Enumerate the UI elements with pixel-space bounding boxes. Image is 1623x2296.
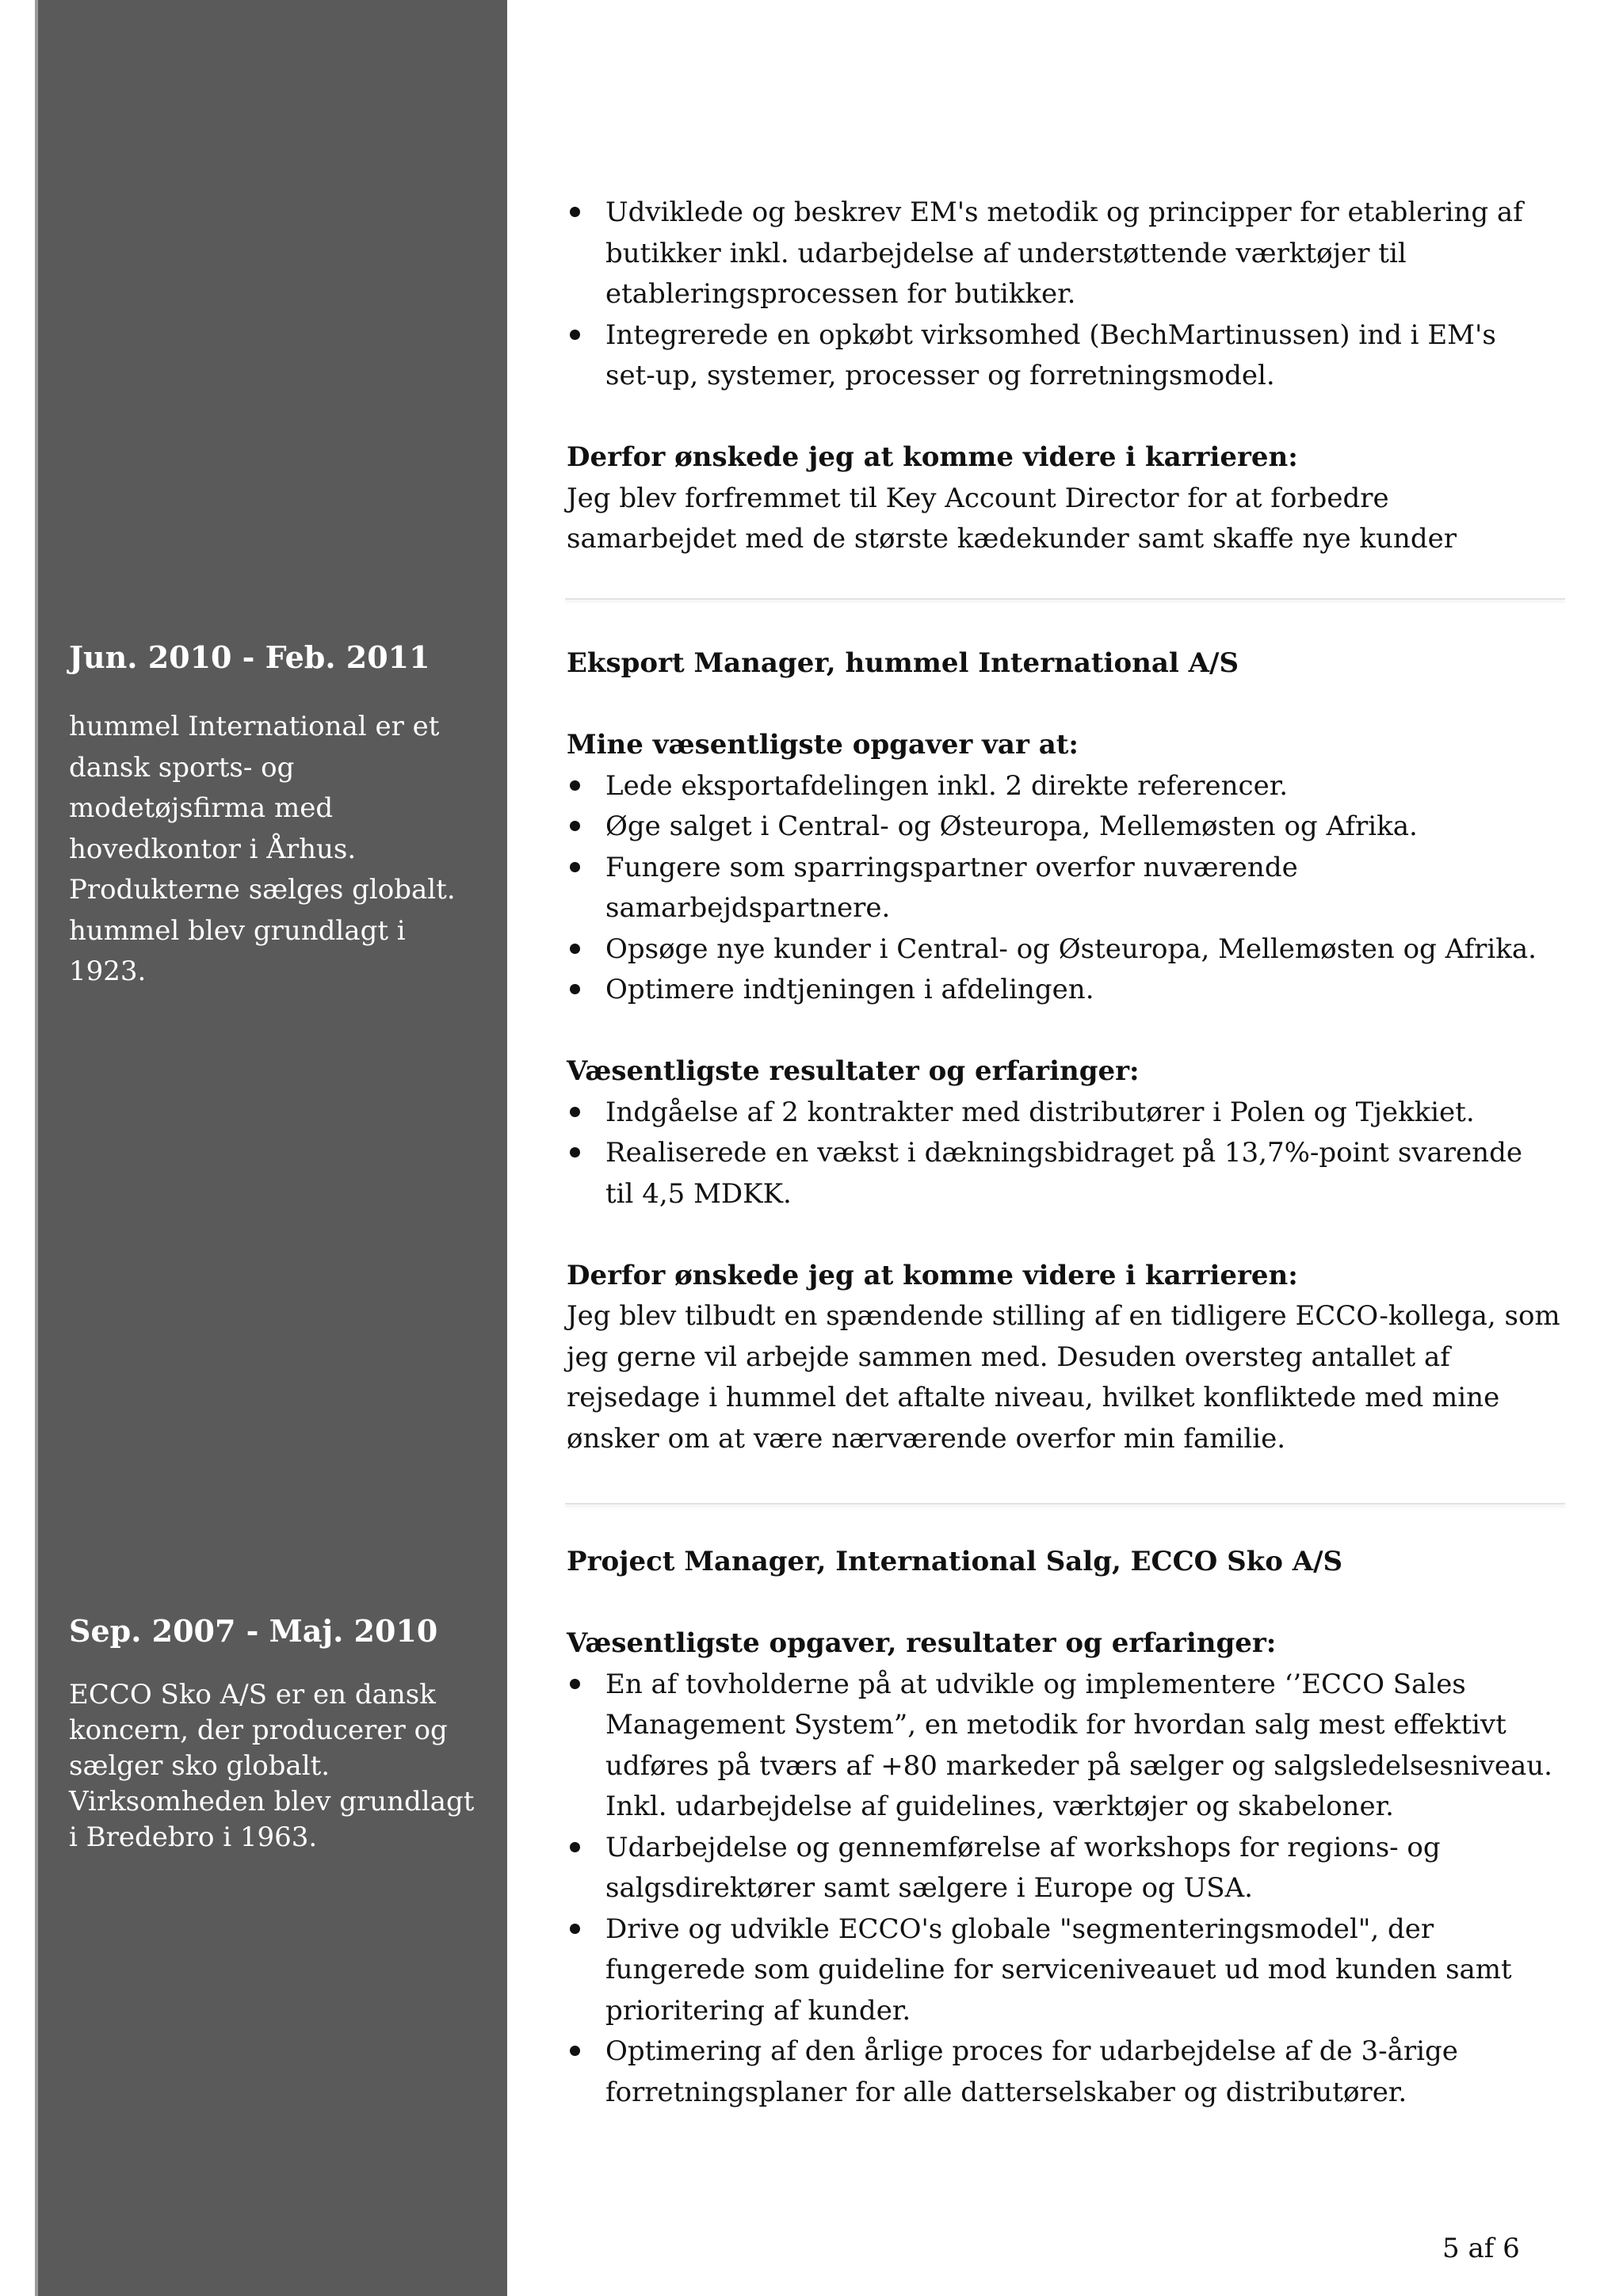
- bullet-line: Drive og udvikle ECCO's globale "segmenteringsmodel", der: [605, 1913, 1434, 1945]
- list-item: [567, 848, 1565, 929]
- bullet-line: Indgåelse af 2 kontrakter med distributører i Polen og Tjekkiet.: [605, 1096, 1475, 1128]
- list-item: [567, 315, 1565, 397]
- bullet-dot: [570, 1679, 580, 1689]
- career-heading: Derfor ønskede jeg at komme videre i karrieren:: [567, 1259, 1298, 1291]
- list-item: [567, 929, 1565, 971]
- bullet-line: etableringsprocessen for butikker.: [605, 278, 1076, 310]
- bullet-line: Inkl. udarbejdelse af guidelines, værktøjer og skabeloner.: [605, 1791, 1394, 1822]
- description-line: 1923.: [69, 955, 147, 987]
- description-line: hummel blev grundlagt i: [69, 914, 406, 947]
- bullet-line: Udviklede og beskrev EM's metodik og principper for etablering af: [605, 196, 1523, 228]
- bullet-dot: [570, 2046, 580, 2056]
- company-description: [69, 1677, 481, 1855]
- list-item: [567, 807, 1565, 848]
- sidebar-block-ecco: [69, 1612, 481, 1855]
- bullet-dot: [570, 944, 580, 954]
- career-text-line: Jeg blev forfremmet til Key Account Director for at forbedre: [567, 482, 1389, 514]
- description-line: modetøjsfirma med: [69, 792, 334, 824]
- bullet-line: butikker inkl. udarbejdelse af understøttende værktøjer til: [605, 237, 1407, 269]
- list-item: [567, 193, 1565, 315]
- bullet-line: prioritering af kunder.: [605, 1994, 911, 2027]
- job-title: Eksport Manager, hummel International A/S: [567, 647, 1239, 679]
- description-line: ECCO Sko A/S er en dansk: [69, 1679, 436, 1711]
- description-line: hummel International er et: [69, 711, 440, 742]
- bullet-dot: [570, 1842, 580, 1852]
- bullet-line: Realiserede en vækst i dækningsbidraget på 13,7%-point svarende: [605, 1137, 1522, 1169]
- career-text-line: ønsker om at være nærværende overfor min familie.: [567, 1422, 1286, 1455]
- description-line: hovedkontor i Århus.: [69, 833, 357, 865]
- period-label: Sep. 2007 - Maj. 2010: [69, 1613, 438, 1649]
- bullet-dot: [570, 984, 580, 994]
- career-text-line: samarbejdet med de største kædekunder samt skaffe nye kunder: [567, 523, 1457, 555]
- job-title: Project Manager, International Salg, ECCO Sko A/S: [567, 1546, 1343, 1577]
- bullet-line: Management System”, en metodik for hvordan salg mest effektivt: [605, 1709, 1507, 1741]
- bullet-dot: [570, 780, 580, 791]
- bullet-line: udføres på tværs af +80 markeder på sælger og salgsledelsesniveau.: [605, 1749, 1552, 1782]
- bullet-line: En af tovholderne på at udvikle og implementere ‘’ECCO Sales: [605, 1668, 1466, 1700]
- description-line: koncern, der producerer og: [69, 1714, 448, 1746]
- bullet-dot: [570, 1924, 580, 1934]
- description-line: dansk sports- og: [69, 751, 295, 784]
- company-description: [69, 707, 481, 993]
- bullet-line: til 4,5 MDKK.: [605, 1177, 792, 1210]
- section-divider: [565, 598, 1565, 600]
- tasks-heading: Mine væsentligste opgaver var at:: [567, 729, 1079, 761]
- career-text-line: Jeg blev tilbudt en spændende stilling af en tidligere ECCO-kollega, som: [567, 1300, 1560, 1332]
- bullet-line: Optimering af den årlige proces for udarbejdelse af de 3-årige: [605, 2035, 1458, 2067]
- sidebar-block-hummel: [69, 639, 481, 993]
- bullet-line: set-up, systemer, processer og forretningsmodel.: [605, 360, 1275, 391]
- bullet-line: Øge salget i Central- og Østeuropa, Mellemøsten og Afrika.: [605, 810, 1418, 842]
- list-item: [567, 766, 1565, 807]
- list-item: [567, 1665, 1565, 1828]
- section-hummel: [567, 643, 1565, 1459]
- page-number: 5 af 6: [1442, 2233, 1520, 2264]
- bullet-line: Opsøge nye kunder i Central- og Østeuropa, Mellemøsten og Afrika.: [605, 933, 1537, 965]
- bullet-dot: [570, 862, 580, 872]
- sidebar-edge-line: [35, 0, 38, 2296]
- bullet-dot: [570, 1107, 580, 1117]
- section-ecco: [567, 1542, 1565, 2113]
- career-text-line: rejsedage i hummel det aftalte niveau, hvilket konfliktede med mine: [567, 1382, 1500, 1413]
- tasks-list: [567, 766, 1565, 1011]
- bullet-dot: [570, 821, 580, 831]
- tasks-list: [567, 1665, 1565, 2114]
- bullet-line: fungerede som guideline for serviceniveauet ud mod kunden samt: [605, 1954, 1512, 1985]
- bullet-line: Fungere som sparringspartner overfor nuværende: [605, 851, 1298, 883]
- description-line: i Bredebro i 1963.: [69, 1821, 318, 1853]
- career-heading: Derfor ønskede jeg at komme videre i karrieren:: [567, 441, 1298, 473]
- section-previous-role: [567, 193, 1565, 560]
- bullet-line: salgsdirektører samt sælgere i Europe og USA.: [605, 1872, 1253, 1904]
- bullet-dot: [570, 1147, 580, 1158]
- bullet-line: samarbejdspartnere.: [605, 892, 891, 924]
- results-list: [567, 1093, 1565, 1215]
- period-label: Jun. 2010 - Feb. 2011: [69, 639, 430, 675]
- description-line: Virksomheden blev grundlagt: [69, 1786, 475, 1817]
- list-item: [567, 1133, 1565, 1215]
- list-item: [567, 970, 1565, 1011]
- bullet-line: Udarbejdelse og gennemførelse af workshops for regions- og: [605, 1831, 1441, 1863]
- career-text-line: jeg gerne vil arbejde sammen med. Desuden oversteg antallet af: [567, 1341, 1450, 1373]
- bullet-dot: [570, 330, 580, 340]
- bullet-line: Integrerede en opkøbt virksomhed (BechMartinussen) ind i EM's: [605, 318, 1496, 351]
- bullet-list: [567, 193, 1565, 397]
- description-line: sælger sko globalt.: [69, 1750, 330, 1782]
- bullet-line: forretningsplaner for alle datterselskaber og distributører.: [605, 2076, 1407, 2108]
- list-item: [567, 2031, 1565, 2113]
- bullet-dot: [570, 207, 580, 217]
- list-item: [567, 1828, 1565, 1909]
- bullet-line: Lede eksportafdelingen inkl. 2 direkte referencer.: [605, 769, 1289, 802]
- sidebar-panel: [36, 0, 507, 2296]
- bullet-line: Optimere indtjeningen i afdelingen.: [605, 974, 1094, 1005]
- description-line: Produkterne sælges globalt.: [69, 874, 456, 906]
- results-heading: Væsentligste resultater og erfaringer:: [567, 1055, 1140, 1087]
- section-divider: [565, 1503, 1565, 1505]
- tasks-heading: Væsentligste opgaver, resultater og erfaringer:: [567, 1627, 1277, 1659]
- list-item: [567, 1093, 1565, 1134]
- list-item: [567, 1909, 1565, 2032]
